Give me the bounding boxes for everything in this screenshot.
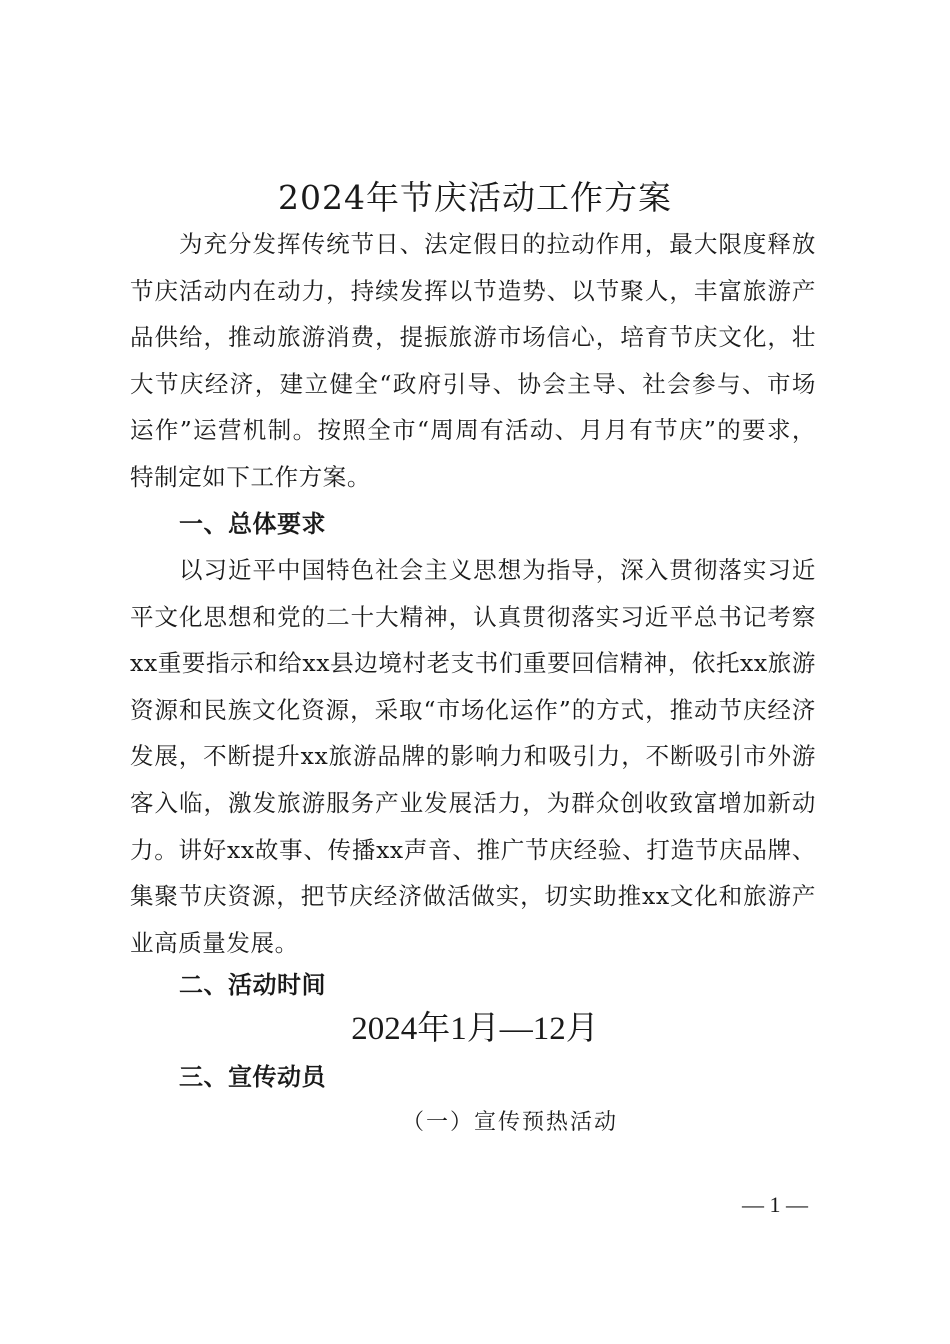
section-heading-publicity: 三、宣传动员 bbox=[179, 1063, 326, 1091]
section-heading-activity-time: 二、活动时间 bbox=[179, 971, 326, 999]
document-title: 2024年节庆活动工作方案 bbox=[278, 178, 672, 217]
general-requirements-paragraph: 以习近平中国特色社会主义思想为指导，深入贯彻落实习近平文化思想和党的二十大精神，认真贯彻落实习近平总书记考察xx重要指示和给xx县边境村老支书们重要回信精神，依托xx旅游资源和民族文化资源，采取“市场化运作”的方式，推动节庆经济发展，不断提升xx旅游品牌的影响力和吸引力，不断吸引市外游客入临，激发旅游服务产业发展活力，为群众创收致富增加新动力。讲好xx故事、传播xx声音、推广节庆经验、打造节庆品牌、集聚节庆资源，把节庆经济做活做实，切实助推xx文化和旅游产业高质量发展。 bbox=[130, 556, 816, 957]
intro-paragraph: 为充分发挥传统节日、法定假日的拉动作用，最大限度释放节庆活动内在动力，持续发挥以节造势、以节聚人，丰富旅游产品供给，推动旅游消费，提振旅游市场信心，培育节庆文化，壮大节庆经济，建立健全“政府引导、协会主导、社会参与、市场运作”运营机制。按照全市“周周有活动、月月有节庆”的要求，特制定如下工作方案。 bbox=[130, 230, 816, 491]
section-heading-general-requirements: 一、总体要求 bbox=[179, 510, 326, 538]
page-number: — 1 — bbox=[742, 1192, 808, 1217]
subheading-publicity-warmup: （一）宣传预热活动 bbox=[401, 1110, 618, 1135]
activity-time-value: 2024年1月—12月 bbox=[351, 1011, 599, 1047]
